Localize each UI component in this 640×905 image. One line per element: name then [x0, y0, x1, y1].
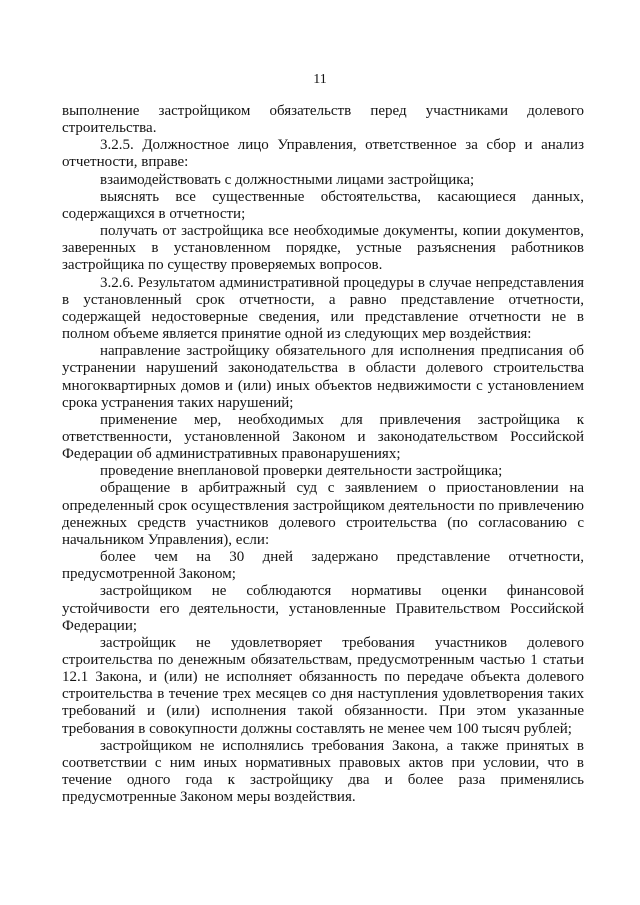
page-number: 11: [313, 72, 327, 87]
paragraph-3-2-6: 3.2.6. Результатом административной процедуры в случае непредставления в установленный срок отчетности, а равно представление отчетности, содержащей недостоверные сведения, или представление отчетности не в полном объеме является принятие одной из следующих мер воздействия:: [62, 274, 584, 343]
paragraph-3-2-5: 3.2.5. Должностное лицо Управления, ответственное за сбор и анализ отчетности, вправе:: [62, 137, 584, 171]
paragraph-obtain-documents: получать от застройщика все необходимые документы, копии документов, заверенных в установленном порядке, устные разъяснения работников застройщика по существу проверяемых вопросов.: [62, 223, 584, 274]
paragraph-clarify-circumstances: выяснять все существенные обстоятельства, касающиеся данных, содержащихся в отчетности;: [62, 188, 584, 222]
paragraph-monetary-obligations: застройщик не удовлетворяет требования участников долевого строительства по денежным обязательствам, предусмотренным частью 1 статьи 12.1 Закона, и (или) не исполняет обязанность по передаче объекта долевого строительства в течение трех месяцев со дня наступления удовлетворения таких требований и (или) исполнения такой обязанности. При этом указанные требования в совокупности должны составлять не менее чем 100 тысяч рублей;: [62, 634, 584, 737]
paragraph-apply-measures: применение мер, необходимых для привлечения застройщика к ответственности, установленной Законом и законодательством Российской Федерации об административных правонарушениях;: [62, 411, 584, 463]
paragraph-arbitration-court: обращение в арбитражный суд с заявлением о приостановлении на определенный срок осуществления застройщиком деятельности по привлечению денежных средств участников долевого строительства (по согласованию с начальником Управления), если:: [62, 480, 584, 548]
paragraph-repeated-violations: застройщиком не исполнялись требования Закона, а также принятых в соответствии с ним иных нормативных правовых актов при условии, что в течение одного года к застройщику два и более раза применялись предусмотренные Законом меры воздействия.: [62, 737, 584, 806]
paragraph-continuation: выполнение застройщиком обязательств перед участниками долевого строительства.: [62, 103, 584, 137]
paragraph-interact-officials: взаимодействовать с должностными лицами застройщика;: [100, 171, 475, 188]
paragraph-issue-order: направление застройщику обязательного для исполнения предписания об устранении нарушений законодательства в области долевого строительства многоквартирных домов и (или) иных объектов недвижимости с установлением срока устранения таких нарушений;: [62, 343, 584, 411]
document-body: [62, 103, 584, 806]
paragraph-financial-standards: застройщиком не соблюдаются нормативы оценки финансовой устойчивости его деятельности, установленные Правительством Российской Федерации;: [62, 583, 584, 634]
paragraph-unscheduled-inspection: проведение внеплановой проверки деятельности застройщика;: [100, 463, 503, 480]
paragraph-delay-30-days: более чем на 30 дней задержано представление отчетности, предусмотренной Законом;: [62, 549, 584, 583]
